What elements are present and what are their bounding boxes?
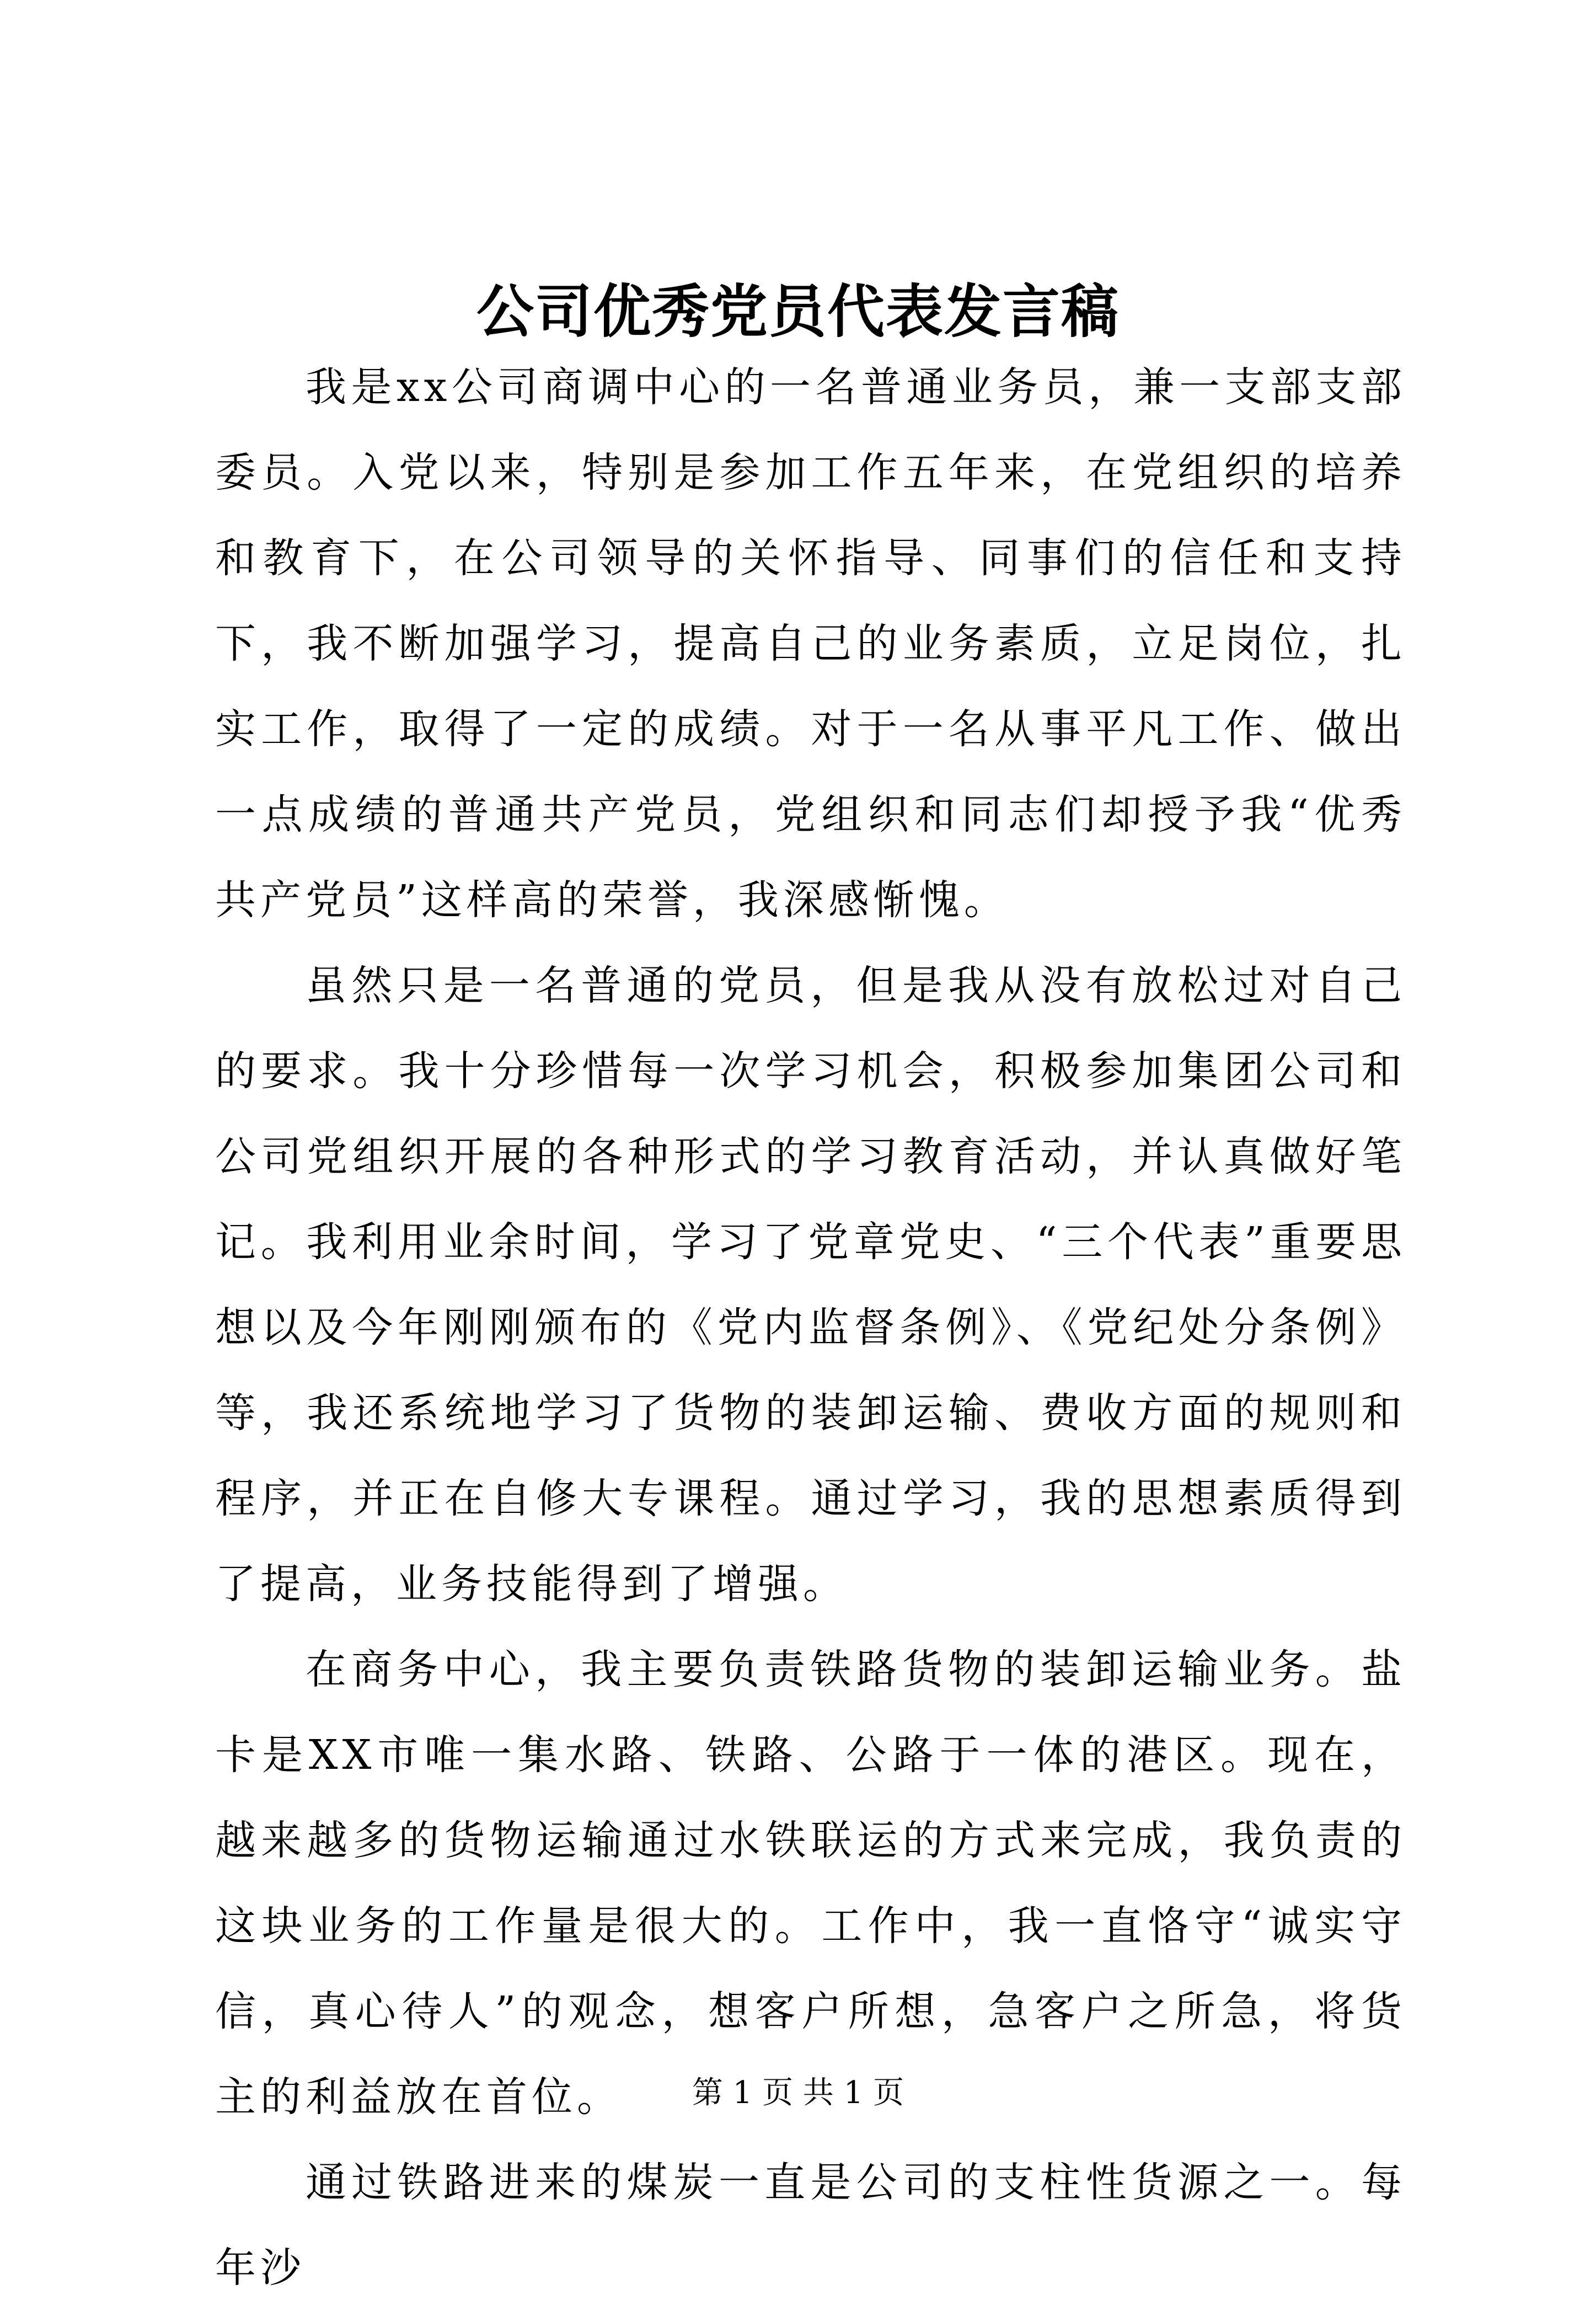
paragraph: 虽然只是一名普通的党员，但是我从没有放松过对自己的要求。我十分珍惜每一次学习机会，积极参加集团公司和公司党组织开展的各种形式的学习教育活动，并认真做好笔记。我利用业余时间，学习了党章党史、“三个代表”重要思想以及今年刚刚颁布的《党内监督条例》、《党纪处分条例》等，我还系统地学习了货物的装卸运输、费收方面的规则和程序，并正在自修大专课程。通过学习，我的思想素质得到了提高，业务技能得到了增强。 xyxy=(215,962,1406,1608)
page-number-footer: 第 1 页 共 1 页 xyxy=(692,2075,904,2111)
document-title: 公司优秀党员代表发言稿 xyxy=(476,277,1120,345)
paragraph: 通过铁路进来的煤炭一直是公司的支柱性货源之一。每年沙 xyxy=(215,2159,1406,2292)
paragraph: 在商务中心，我主要负责铁路货物的装卸运输业务。盐卡是XX市唯一集水路、铁路、公路于一体的港区。现在，越来越多的货物运输通过水铁联运的方式来完成，我负责的这块业务的工作量是很大的。工作中，我一直恪守“诚实守信，真心待人”的观念，想客户所想，急客户之所急，将货主的利益放在首位。 xyxy=(215,1646,1406,2121)
document-body xyxy=(215,345,1406,2311)
paragraph: 我是xx公司商调中心的一名普通业务员，兼一支部支部委员。入党以来，特别是参加工作五年来，在党组织的培养和教育下，在公司领导的关怀指导、同事们的信任和支持下，我不断加强学习，提高自己的业务素质，立足岗位，扎实工作，取得了一定的成绩。对于一名从事平凡工作、做出一点成绩的普通共产党员，党组织和同志们却授予我“优秀共产党员”这样高的荣誉，我深感惭愧。 xyxy=(215,363,1406,924)
